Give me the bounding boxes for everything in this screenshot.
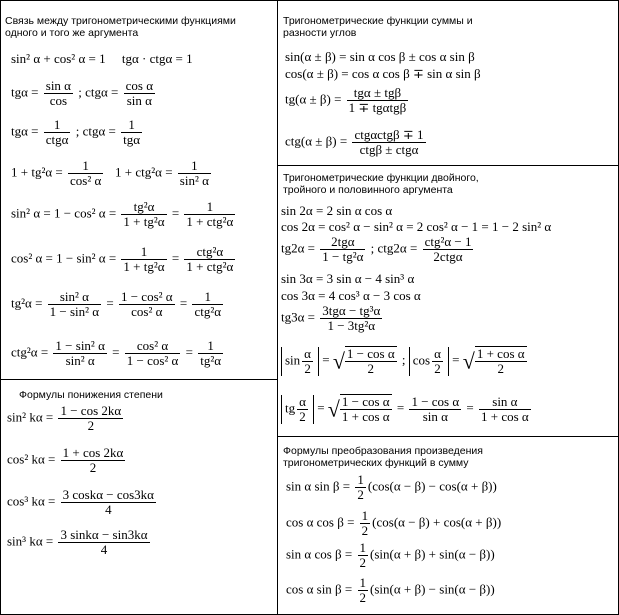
fraction: $\frac{1 + \cos 2k\alpha}{2}$ — [62, 445, 124, 475]
tg-squared-identity: tg²α = $\frac{\text{sin² α}}{\text{1 − sin² α}}$ = $\frac{\text{1 − cos² α}}{\text{cos² α}}$ = 1 ctg²α — [11, 289, 222, 319]
tg-ctg-double-formula: tg2α = 2tgα 1 − tg²α ; ctg2α = ctg²α − 1 2ctgα — [281, 234, 472, 264]
sqrt-symbol: √ — [327, 396, 340, 422]
fraction: 1 ctgα — [45, 117, 69, 147]
tg-sum-formula: tg(α ± β) = tgα ± tgβ 1 ∓ tgαtgβ — [285, 85, 407, 115]
section-title: Связь между тригонометрическими функциями одного и того же аргумента — [5, 15, 236, 39]
fraction: $\frac{\text{1 − cos² α}}{\text{cos² α}}$ — [120, 289, 173, 319]
fraction: 2tgα 1 − tg²α — [322, 234, 364, 264]
cos-triple-formula: cos 3α = 4 cos³ α − 3 cos α — [281, 288, 421, 303]
section-double-triple-half — [277, 165, 619, 437]
pythagorean-identity: sin² α + cos² α = 1 tgα · ctgα = 1 — [11, 51, 193, 66]
sin-triple-formula: sin 3α = 3 sin α − 4 sin³ α — [281, 271, 415, 286]
cos-sin-product: cos α sin β = $\frac{1}{2}$ (sin(α + β) − sin(α − β)) — [286, 575, 495, 605]
fraction: 3tgα − tg³α 1 − 3tg²α — [322, 303, 381, 333]
section-basic-identities — [0, 0, 278, 380]
one-plus-tg-ctg: 1 + tg²α = $\frac{1}{\text{cos² α}}$ 1 + ctg²α = $\frac{1}{\text{sin² α}}$ — [11, 158, 209, 188]
tg-ctg-reciprocal: tgα = 1 ctgα ; ctgα = 1 tgα — [11, 117, 141, 147]
section-title: Формулы понижения степени — [19, 389, 163, 401]
fraction: $\frac{\text{sin α}}{\text{1 + cos α}}$ — [481, 393, 529, 424]
cos-cubed-reduction: cos³ kα = $\frac{3 \cos k\alpha - \cos 3k\alpha}{4}$ — [7, 487, 154, 517]
fraction: tgα ± tgβ 1 ∓ tgαtgβ — [348, 85, 407, 115]
fraction: 1 ctg²α — [194, 289, 222, 319]
section-product-to-sum — [277, 436, 619, 615]
fraction: $\frac{\alpha}{2}$ — [434, 345, 441, 376]
section-sum-difference — [277, 0, 619, 166]
fraction: $\frac{\text{1 − cos α}}{\text{sin α}}$ — [411, 393, 460, 424]
fraction: $\frac{\text{sin α}}{\cos}$ — [45, 78, 71, 108]
half-angle-tg: tg $\frac{\alpha}{2}$ = √ $\frac{\text{1 − cos α}}{\text{1 + cos α}}$ = $\frac{\text{1 − cos α}}{\text{sin α}}$ = $\frac{\text{sin α}}{\text{1 + cos α}}$ — [281, 394, 533, 424]
fraction: $\frac{\alpha}{2}$ — [299, 393, 306, 424]
sin-cos-product: sin α cos β = $\frac{1}{2}$ (sin(α + β) + sin(α − β)) — [286, 540, 495, 570]
cos-squared-identity: cos² α = 1 − sin² α = $\frac{1}{\text{1 + tg²α}}$ = ctg²α 1 + ctg²α — [11, 244, 234, 274]
fraction: $\frac{1}{\text{1 + tg²α}}$ — [123, 244, 165, 274]
section-title: Формулы преобразования произведения тригонометрических функций в сумму — [283, 445, 483, 469]
sin-squared-identity: sin² α = 1 − cos² α = $\frac{\text{tg²α}}{\text{1 + tg²α}}$ = 1 1 + ctg²α — [11, 199, 234, 229]
section-power-reduction — [0, 379, 278, 615]
fraction: $\frac{1}{2}$ — [359, 575, 367, 605]
fraction: $\frac{\text{1 + cos α}}{2}$ — [476, 346, 525, 376]
abs-value: sin $\frac{\alpha}{2}$ — [281, 347, 319, 376]
fraction: ctg²α − 1 2ctgα — [424, 234, 472, 264]
section-title: Тригонометрические функции суммы и разности углов — [283, 15, 473, 39]
fraction: $\frac{1}{2}$ — [361, 508, 369, 538]
tg-ctg-definition: tgα = $\frac{\text{sin α}}{\cos}$ ; ctgα = $\frac{\text{cos α}}{\text{sin α}}$ — [11, 78, 154, 108]
fraction: $\frac{\text{tg²α}}{\text{1 + tg²α}}$ — [123, 199, 165, 229]
abs-value: cos $\frac{\alpha}{2}$ — [409, 347, 449, 376]
sqrt-symbol: √ — [332, 348, 345, 374]
fraction: $\frac{\text{sin² α}}{\text{1 − sin² α}}$ — [49, 289, 100, 319]
ctg-sum-formula: ctg(α ± β) = ctgαctgβ ∓ 1 ctgβ ± ctgα — [285, 127, 424, 157]
fraction: $\frac{\alpha}{2}$ — [304, 345, 311, 376]
cos-cos-product: cos α cos β = $\frac{1}{2}$ (cos(α − β) + cos(α + β)) — [286, 508, 502, 538]
sin-cubed-reduction: sin³ kα = $\frac{3 \sin k\alpha - \sin 3k\alpha}{4}$ — [7, 527, 148, 557]
section-title: Тригонометрические функции двойного, тройного и половинного аргумента — [283, 172, 479, 196]
fraction: ctgαctgβ ∓ 1 ctgβ ± ctgα — [354, 127, 424, 157]
cos-double-formula: cos 2α = cos² α − sin² α = 2 cos² α − 1 = 1 − 2 sin² α — [281, 219, 552, 234]
tg-triple-formula: tg3α = 3tgα − tg³α 1 − 3tg²α — [281, 303, 381, 333]
cos-squared-reduction: cos² kα = $\frac{1 + \cos 2k\alpha}{2}$ — [7, 445, 124, 475]
fraction: 1 tgα — [123, 117, 141, 147]
fraction: $\frac{3 \sin k\alpha - \sin 3k\alpha}{4}$ — [60, 527, 148, 557]
sqrt-symbol: √ — [462, 348, 475, 374]
fraction: $\frac{1 - \cos 2k\alpha}{2}$ — [60, 403, 122, 433]
fraction: $\frac{\text{1 − cos α}}{\text{1 + cos α}}$ — [341, 394, 390, 424]
half-angle-sin-cos: sin $\frac{\alpha}{2}$ = √ $\frac{\text{1 − cos α}}{2}$ ; cos $\frac{\alpha}{2}$ = √ $\frac{\text{1 + cos α}}{2}$ — [281, 346, 529, 376]
fraction: $\frac{1}{2}$ — [357, 472, 364, 502]
fraction: $\frac{3 \cos k\alpha - \cos 3k\alpha}{4}$ — [62, 487, 154, 517]
fraction: $\frac{1}{\text{tg²α}}$ — [200, 338, 222, 368]
sin-squared-reduction: sin² kα = $\frac{1 - \cos 2k\alpha}{2}$ — [7, 403, 122, 433]
fraction: $\frac{\text{cos α}}{\text{sin α}}$ — [125, 78, 154, 108]
fraction: $\frac{1}{2}$ — [359, 540, 367, 570]
cos-sum-formula: cos(α ± β) = cos α cos β ∓ sin α sin β — [285, 66, 481, 81]
sin-sin-product: sin α sin β = $\frac{1}{2}$ (cos(α − β) − cos(α + β)) — [286, 472, 497, 502]
fraction: $\frac{\text{1 − sin² α}}{\text{sin² α}}$ — [55, 338, 105, 368]
sin-sum-formula: sin(α ± β) = sin α cos β ± cos α sin β — [285, 49, 475, 64]
fraction: $\frac{\text{1 − cos α}}{2}$ — [346, 346, 395, 376]
fraction: $\frac{1}{\text{sin² α}}$ — [179, 158, 209, 188]
ctg-squared-identity: ctg²α = $\frac{\text{1 − sin² α}}{\text{sin² α}}$ = $\frac{\text{cos² α}}{\text{1 − cos² α}}$ = $\frac{1}{\text{tg²α}}$ — [11, 338, 222, 368]
fraction: ctg²α 1 + ctg²α — [186, 244, 234, 274]
fraction: $\frac{\text{cos² α}}{\text{1 − cos² α}}$ — [126, 338, 179, 368]
fraction: 1 1 + ctg²α — [186, 199, 234, 229]
sin-double-formula: sin 2α = 2 sin α cos α — [281, 203, 393, 218]
abs-value: tg $\frac{\alpha}{2}$ — [281, 395, 314, 424]
fraction: $\frac{1}{\text{cos² α}}$ — [69, 158, 102, 188]
